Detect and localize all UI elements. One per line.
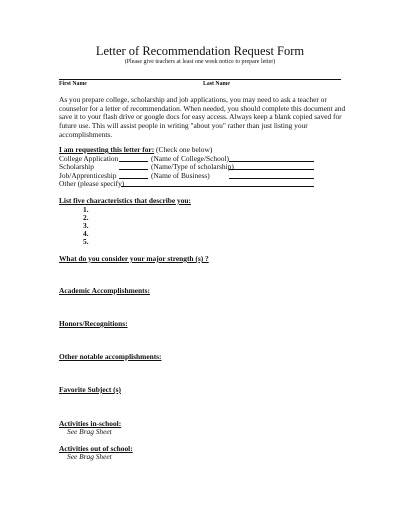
activities-out-note: See Brag Sheet: [67, 452, 112, 461]
activities-out-heading: Activities out of school:: [59, 444, 133, 453]
form-title: Letter of Recommendation Request Form: [95, 44, 305, 58]
detail-blank[interactable]: [229, 178, 314, 179]
request-heading: I am requesting this letter for:: [59, 145, 155, 154]
request-row-label: Job/Apprenticeship: [59, 170, 117, 180]
request-row-other: [59, 179, 124, 188]
check-note: (Check one below): [156, 145, 213, 154]
first-name-label: First Name: [59, 81, 87, 87]
request-row-detail: (Name of College/School): [151, 153, 229, 163]
activities-in-heading: Activities in-school:: [59, 419, 122, 428]
list-item: 5.: [83, 237, 89, 246]
request-row-detail: (Name of Business): [151, 170, 210, 180]
other-label: Other (please specify): [59, 179, 125, 188]
characteristics-heading: List five characteristics that describe you:: [59, 196, 191, 205]
detail-blank[interactable]: [229, 161, 314, 162]
intro-paragraph: As you prepare college, scholarship and job applications, you may need to ask a teacher or counselor for a letter of recommendation. When needed, you should complete this document and save it to your flash drive or google docs for easy access. Always keep a blank copied saved for future use. This will assist people in writing "about you" rather than just listing your accomplishments.: [59, 95, 346, 139]
request-row-label: College Application: [59, 153, 119, 163]
list-item: 3.: [83, 221, 89, 230]
academic-heading: Academic Accomplishments:: [59, 286, 150, 295]
list-item: 1.: [83, 205, 89, 214]
notable-heading: Other notable accomplishments:: [59, 352, 162, 361]
check-blank[interactable]: [119, 169, 148, 170]
other-blank[interactable]: [121, 186, 314, 187]
honors-heading: Honors/Recognitions:: [59, 319, 128, 328]
strength-heading: What do you consider your major strength (s) ?: [59, 254, 209, 263]
favorite-subject-heading: Favorite Subject (s): [59, 385, 121, 394]
detail-blank[interactable]: [229, 169, 314, 170]
name-line: [59, 79, 341, 80]
list-item: 4.: [83, 229, 89, 238]
request-row-label: Scholarship: [59, 162, 94, 171]
form-subtitle: (Please give teachers at least one week notice to prepare letter): [124, 59, 276, 65]
activities-in-note: See Brag Sheet: [67, 427, 112, 436]
list-item: 2.: [83, 213, 89, 222]
check-blank[interactable]: [119, 161, 148, 162]
request-row-detail: (Name/Type of scholarship): [151, 162, 234, 171]
last-name-label: Last Name: [203, 81, 230, 87]
